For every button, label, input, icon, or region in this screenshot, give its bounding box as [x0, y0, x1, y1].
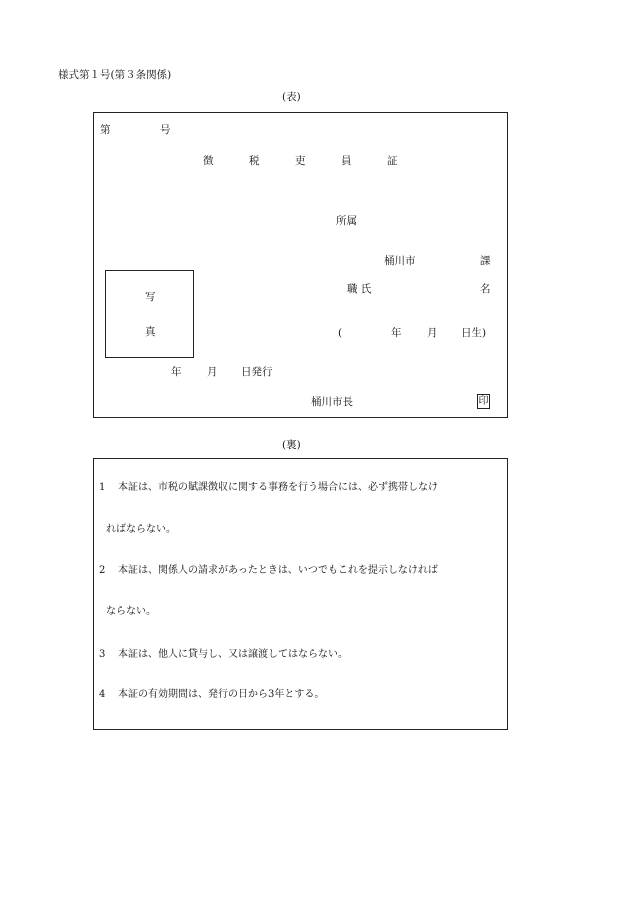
- position-name-label: 職 氏: [347, 283, 372, 295]
- birth-year: 年: [391, 327, 402, 339]
- rule-1-number: 1: [99, 482, 106, 493]
- number-prefix: 第: [100, 124, 111, 136]
- title-char-3: 吏: [295, 155, 306, 167]
- title-char-5: 証: [387, 155, 398, 167]
- rule-1-continuation: ればならない。: [106, 524, 176, 535]
- photo-char-2: 真: [145, 326, 156, 338]
- name-suffix: 名: [480, 283, 491, 295]
- affiliation-label: 所属: [336, 215, 357, 227]
- number-suffix: 号: [160, 124, 171, 136]
- id-card-front: [93, 112, 508, 418]
- rule-2-text: 本証は、関係人の請求があったときは、いつでもこれを提示しなければ: [118, 565, 438, 576]
- city-name: 桶川市: [384, 255, 416, 267]
- rule-4-number: 4: [99, 689, 106, 700]
- rule-3-text: 本証は、他人に貸与し、又は譲渡してはならない。: [118, 649, 348, 660]
- title-char-2: 税: [249, 155, 260, 167]
- birth-month: 月: [427, 327, 438, 339]
- issue-year: 年: [171, 366, 182, 378]
- title-char-4: 員: [341, 155, 352, 167]
- photo-char-1: 写: [145, 291, 156, 303]
- birth-day-suffix: 日生): [461, 327, 487, 339]
- id-card-back: [93, 458, 508, 730]
- issue-month: 月: [207, 366, 218, 378]
- birth-open-paren: (: [338, 327, 343, 339]
- photo-box: [105, 270, 194, 358]
- section-suffix: 課: [480, 255, 491, 267]
- back-heading: (裏): [282, 439, 301, 451]
- mayor-title: 桶川市長: [311, 396, 353, 408]
- rule-3-number: 3: [99, 649, 106, 660]
- form-label: 様式第１号(第３条関係): [58, 69, 172, 81]
- rule-1-text: 本証は、市税の賦課徴収に関する事務を行う場合には、必ず携帯しなけ: [118, 482, 438, 493]
- rule-2-continuation: ならない。: [106, 606, 156, 617]
- rule-2-number: 2: [99, 565, 106, 576]
- seal-mark: 印: [478, 396, 489, 407]
- front-heading: (表): [282, 91, 301, 103]
- rule-4-text: 本証の有効期間は、発行の日から3年とする。: [118, 689, 325, 700]
- title-char-1: 徴: [203, 155, 214, 167]
- issue-day-suffix: 日発行: [241, 366, 273, 378]
